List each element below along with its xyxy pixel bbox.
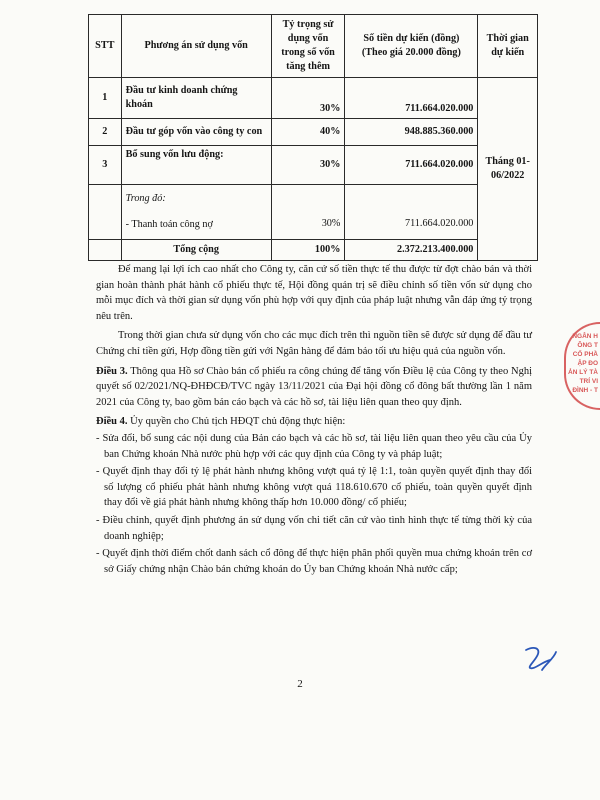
article-3-label: Điều 3. xyxy=(96,365,128,377)
article-3 xyxy=(96,364,532,411)
sub-stt xyxy=(89,185,122,240)
stamp-line: ẢN LÝ TÀ xyxy=(568,369,598,376)
total-stt xyxy=(89,240,122,261)
row3-so-tien: 711.664.020.000 xyxy=(345,146,478,185)
row3-ty-trong: 30% xyxy=(271,146,345,185)
bullet-record-date: - Quyết định thời điểm chốt danh sách cổ đông để thực hiện phân phối quyền mua chứng khoán trên cơ sở Giấy chứng nhận Chào bán chứng khoán do Ủy ban Chứng khoán Nhà nước cấp; xyxy=(96,548,532,575)
sub-phuong-an xyxy=(121,185,271,240)
bullet-ratio: - Quyết định thay đổi tỷ lệ phát hành nhưng không vượt quá tỷ lệ 1:1, toàn quyền quyết định thay đổi số lượng cổ phiếu phát hành nhưng không vượt quá 118.610.670 cổ phiếu, toàn quyền quyết định thay đổi về giá phát hành nhưng không thấp hơn 10.000 đồng/ cổ phiếu; xyxy=(96,466,532,509)
row3-stt: 3 xyxy=(89,146,122,185)
stamp-line: CỔ PHẦ xyxy=(572,351,598,358)
stamp-line: ẬP ĐO xyxy=(577,360,598,367)
table-header-row xyxy=(89,15,538,78)
sub-item: - Thanh toán công nợ xyxy=(125,219,213,230)
table-row xyxy=(89,78,538,119)
stamp-line: ÔNG T xyxy=(577,342,598,349)
paragraph-profit: Để mang lại lợi ích cao nhất cho Công ty, căn cứ số tiền thực tế thu được từ đợt chào bán và thời gian hoàn thành phát hành cổ phiếu thực tế, Hội đồng quản trị sẽ điều chỉnh số tiền vốn sử dụng cho mỗi mục đích và thời gian sử dụng vốn phù hợp với quy định của pháp luật nhưng vẫn đáp ứng tỷ trọng nêu trên. xyxy=(96,264,532,322)
header-stt: STT xyxy=(89,15,122,78)
table-total-row xyxy=(89,240,538,261)
company-stamp xyxy=(564,322,600,410)
initial-signature xyxy=(520,640,560,676)
header-so-tien: Số tiền dự kiến (đồng) (Theo giá 20.000 đồng) xyxy=(345,15,478,78)
sub-label: Trong đó: xyxy=(125,193,166,204)
page-number: 2 xyxy=(297,678,303,690)
row1-stt: 1 xyxy=(89,78,122,119)
article-4-text: Ủy quyền cho Chủ tịch HĐQT chủ động thực hiện: xyxy=(127,416,346,428)
total-label: Tổng cộng xyxy=(121,240,271,261)
row2-phuong-an: Đầu tư góp vốn vào công ty con xyxy=(121,119,271,146)
stamp-line: NGÂN H xyxy=(572,333,598,340)
capital-usage-table xyxy=(88,14,538,261)
header-phuong-an: Phương án sử dụng vốn xyxy=(121,15,271,78)
sub-ty-trong: 30% xyxy=(271,185,345,240)
row1-so-tien: 711.664.020.000 xyxy=(345,78,478,119)
header-ty-trong: Tỷ trọng sử dụng vốn trong số vốn tăng thêm xyxy=(271,15,345,78)
row1-ty-trong: 30% xyxy=(271,78,345,119)
row2-stt: 2 xyxy=(89,119,122,146)
sub-so-tien: 711.664.020.000 xyxy=(345,185,478,240)
bullet-adjust: - Điều chỉnh, quyết định phương án sử dụng vốn chi tiết căn cứ vào tình hình thực tế từng thời kỳ của doanh nghiệp; xyxy=(96,514,532,542)
article-4-label: Điều 4. xyxy=(96,416,128,428)
bullet-amend: - Sửa đổi, bổ sung các nội dung của Bản cáo bạch và các hồ sơ, tài liệu liên quan theo yêu cầu của Ủy ban Chứng khoán Nhà nước phù hợp với các quy định của Công ty và pháp luật; xyxy=(96,432,532,460)
body-text xyxy=(96,262,532,579)
paragraph-idle-funds: Trong thời gian chưa sử dụng vốn cho các mục đích trên thì nguồn tiền sẽ được sử dụng để đầu tư Chứng chỉ tiền gửi, Hợp đồng tiền gửi với Ngân hàng để đảm bảo tối ưu hiệu quả của nguồn vốn. xyxy=(96,330,532,357)
table-row xyxy=(89,119,538,146)
header-thoi-gian: Thời gian dự kiến xyxy=(478,15,538,78)
total-so-tien: 2.372.213.400.000 xyxy=(345,240,478,261)
article-4 xyxy=(96,414,532,430)
stamp-line: ĐÌNH - T xyxy=(572,387,598,394)
article-3-text: Thông qua Hồ sơ Chào bán cổ phiếu ra công chúng để tăng vốn Điều lệ của Công ty theo Nghị quyết số 02/2021/NQ-ĐHĐCĐ/TVC ngày 13/11/2021 của Đại hội đồng cổ đông bất thường lần 1 năm 2021 của Công ty, bao gồm bản cáo bạch và các hồ sơ, tài liệu liên quan theo quy định. xyxy=(96,365,532,408)
timing-cell: Tháng 01-06/2022 xyxy=(478,78,538,261)
row3-phuong-an: Bổ sung vốn lưu động: xyxy=(121,146,271,185)
row1-phuong-an: Đầu tư kinh doanh chứng khoán xyxy=(121,78,271,119)
stamp-line: TRÍ VI xyxy=(579,378,598,385)
table-row xyxy=(89,146,538,185)
table-row xyxy=(89,185,538,240)
total-ty-trong: 100% xyxy=(271,240,345,261)
row2-ty-trong: 40% xyxy=(271,119,345,146)
row2-so-tien: 948.885.360.000 xyxy=(345,119,478,146)
